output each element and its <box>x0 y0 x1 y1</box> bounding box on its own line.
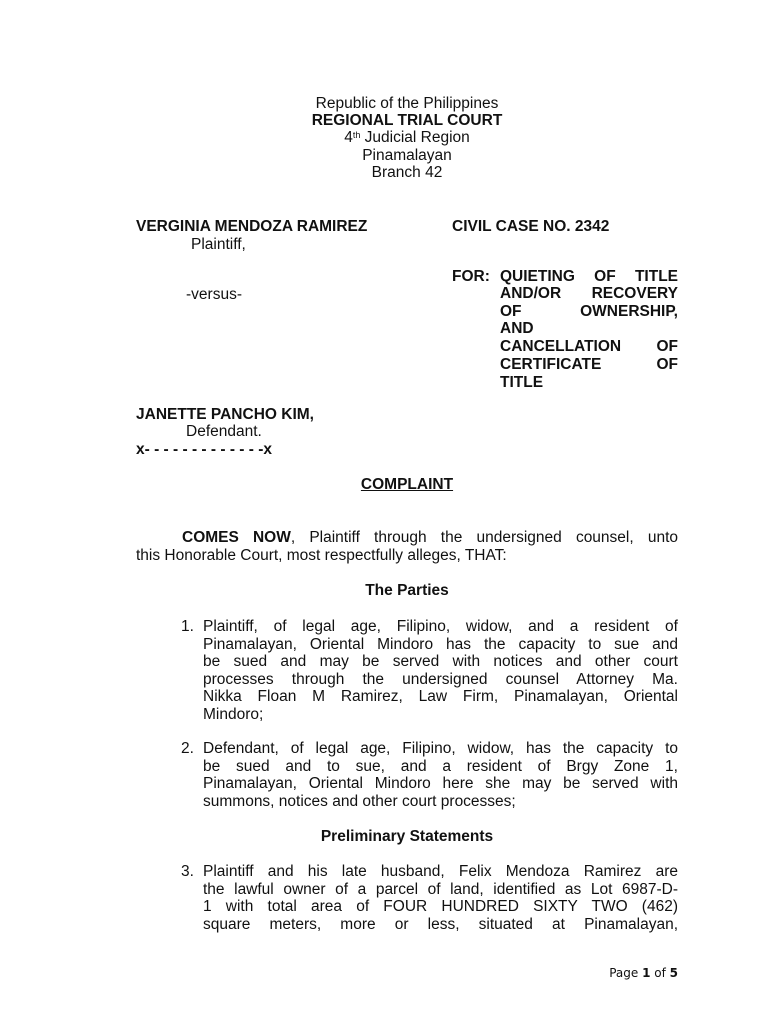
for-line: QUIETING OF TITLE <box>500 268 678 285</box>
versus: -versus- <box>186 286 242 303</box>
item-number: 3. <box>181 863 194 880</box>
for-line: CERTIFICATE OF <box>500 356 678 373</box>
for-line: AND/OR RECOVERY <box>500 285 678 302</box>
header-branch: Branch 42 <box>371 164 443 181</box>
list-item: Plaintiff, of legal age, Filipino, widow, and a resident of Pinamalayan, Oriental Mindoro has the capacity to sue and be sued and may be served with notices and other court processes through the undersigned counsel Attorney Ma. Nikka Floan M Ramirez, Law Firm, Pinamalayan, Oriental Mindoro; <box>203 618 678 723</box>
document-title: COMPLAINT <box>360 476 454 493</box>
list-item: Plaintiff and his late husband, Felix Mendoza Ramirez are the lawful owner of a parcel of land, identified as Lot 6987-D- 1 with total area of FOUR HUNDRED SIXTY TWO (462) square meters, more or less, situated at Pinamalayan, <box>203 863 678 933</box>
section-heading-preliminary: Preliminary Statements <box>320 828 494 845</box>
header-court: REGIONAL TRIAL COURT <box>311 112 503 129</box>
header-city: Pinamalayan <box>362 147 452 164</box>
defendant-role: Defendant. <box>186 423 262 440</box>
list-item: Defendant, of legal age, Filipino, widow, has the capacity to be sued and to sue, and a resident of Brgy Zone 1, Pinamalayan, Oriental Mindoro here she may be served with summons, notices and other court processes; <box>203 740 678 810</box>
intro-bold: COMES NOW <box>182 529 291 546</box>
for-line: TITLE <box>500 374 544 391</box>
header-country: Republic of the Philippines <box>315 95 499 112</box>
page-number-footer: Page 1 of 5 <box>609 966 678 980</box>
plaintiff-name: VERGINIA MENDOZA RAMIREZ <box>136 218 368 235</box>
intro-paragraph: COMES NOW, Plaintiff through the undersigned counsel, unto this Honorable Court, most respectfully alleges, THAT: <box>136 529 678 564</box>
item-number: 1. <box>181 618 194 635</box>
for-line: AND <box>500 320 534 337</box>
caption-separator: x- - - - - - - - - - - - -x <box>136 441 273 458</box>
case-number: CIVIL CASE NO. 2342 <box>452 218 610 235</box>
defendant-name: JANETTE PANCHO KIM, <box>136 406 314 423</box>
section-heading-parties: The Parties <box>365 582 449 599</box>
header-region: 4th Judicial Region <box>344 129 470 146</box>
plaintiff-role: Plaintiff, <box>191 236 246 253</box>
item-number: 2. <box>181 740 194 757</box>
for-label: FOR: <box>452 268 490 285</box>
for-line: OF OWNERSHIP, <box>500 303 678 320</box>
for-line: CANCELLATION OF <box>500 338 678 355</box>
